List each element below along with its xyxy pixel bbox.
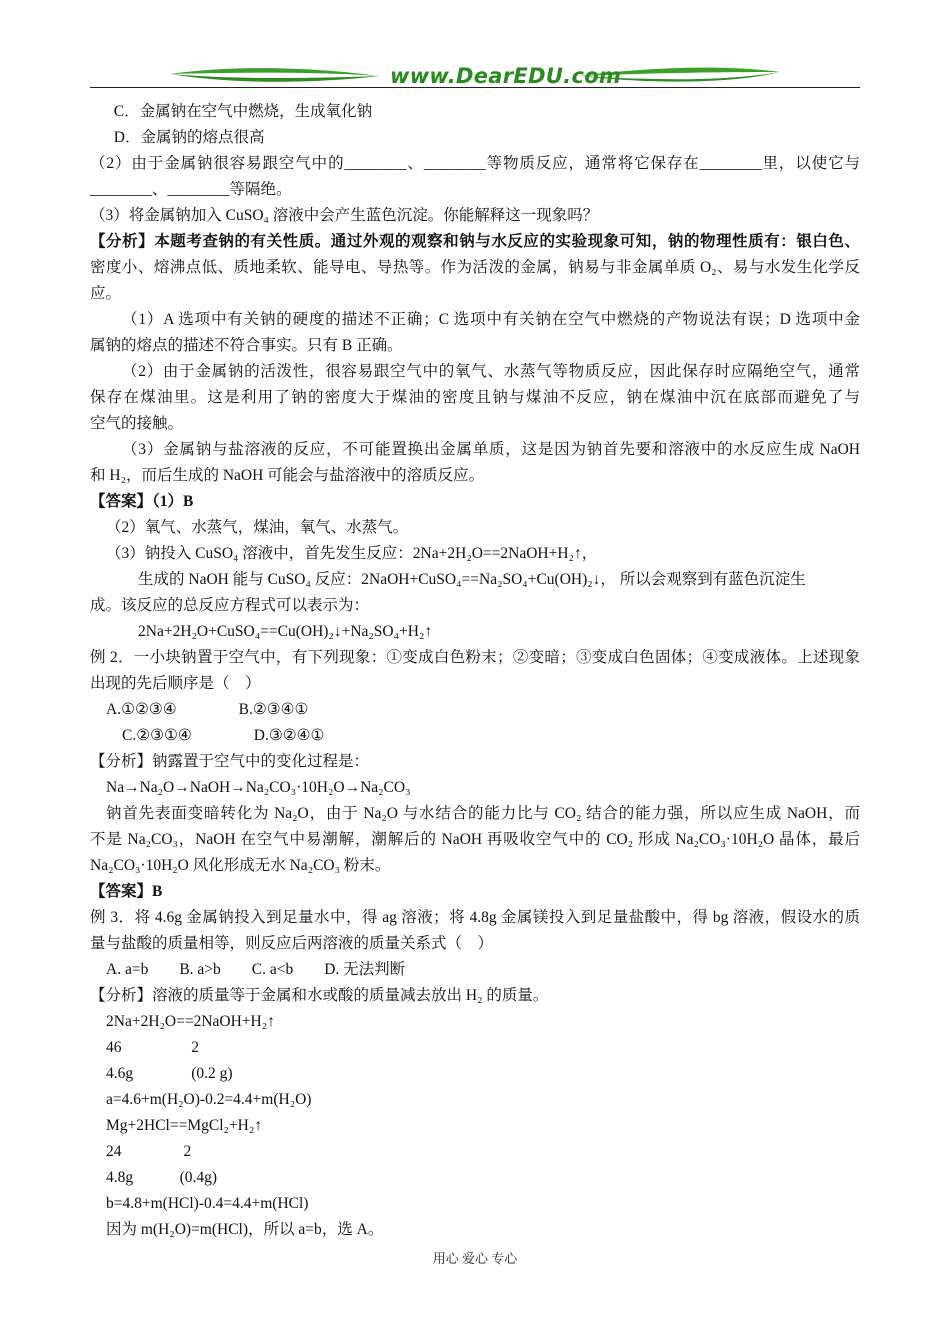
site-logo: www.DearEDU.com xyxy=(390,64,622,88)
document-body xyxy=(90,99,860,1243)
header-rule xyxy=(90,87,860,88)
option-c: C．金属钠在空气中燃烧，生成氧化钠 xyxy=(106,103,373,120)
overall-equation: 2Na+2H₂O+CuSO₄==Cu(OH)₂↓+Na₂SO₄+H₂↑ xyxy=(138,623,433,640)
example-2-line2: 出现的先后顺序是（ ） xyxy=(90,675,261,692)
question-2-line1: （2）由于金属钠很容易跟空气中的________、________等物质反应，通常将它保存在________里，以使它与 xyxy=(90,155,860,172)
analysis-p1-line2: 属钠的熔点的描述不符合事实。只有 B 正确。 xyxy=(90,337,403,354)
example-2-chain: Na→Na₂O→NaOH→Na₂CO₃·10H₂O→Na₂CO₃ xyxy=(106,779,411,796)
example-2-explain-line1: 钠首先表面变暗转化为 Na₂O，由于 Na₂O 与水结合的能力比与 CO₂ 结合的能力强，所以应生成 NaOH，而 xyxy=(106,805,860,822)
example-2-explain-line3: Na₂CO₃·10H₂O 风化形成无水 Na₂CO₃ 粉末。 xyxy=(90,857,391,874)
example-3-options: A. a=b B. a>b C. a<b D. 无法判断 xyxy=(106,961,406,978)
answer-3-line2: 生成的 NaOH 能与 CuSO₄ 反应：2NaOH+CuSO₄==Na₂SO₄+Cu(OH)₂↓， 所以会观察到有蓝色沉淀生 xyxy=(138,571,806,588)
analysis-line2: 密度小、熔沸点低、质地柔软、能导电、导热等。作为活泼的金属，钠易与非金属单质 O₂、易与水发生化学反 xyxy=(90,259,860,276)
mass-a: a=4.6+m(H₂O)-0.2=4.4+m(H₂O) xyxy=(106,1091,312,1108)
analysis-p2-line1: （2）由于金属钠的活泼性，很容易跟空气中的氧气、水蒸气等物质反应，因此保存时应隔绝空气，通常 xyxy=(122,363,860,380)
answer-1: 【答案】（1）B xyxy=(90,493,194,510)
equation-mg: Mg+2HCl==MgCl₂+H₂↑ xyxy=(106,1117,263,1134)
analysis-line3: 应。 xyxy=(90,285,122,302)
question-2-line2: ________、________等隔绝。 xyxy=(90,181,292,198)
analysis-p2-line3: 空气的接触。 xyxy=(90,415,184,432)
example-3-line1: 例 3．将 4.6g 金属钠投入到足量水中，得 ag 溶液；将 4.8g 金属镁投入到足量盐酸中，得 bg 溶液，假设水的质 xyxy=(90,909,860,926)
conclusion: 因为 m(H₂O)=m(HCl)，所以 a=b，选 A。 xyxy=(106,1221,384,1238)
analysis-line1: 【分析】本题考查钠的有关性质。通过外观的观察和钠与水反应的实验现象可知，钠的物理性质有：银白色、 xyxy=(90,233,860,250)
answer-2: （2）氧气、水蒸气，煤油，氧气、水蒸气。 xyxy=(106,519,409,536)
analysis-p2-line2: 保存在煤油里。这是利用了钠的密度大于煤油的密度且钠与煤油不反应，钠在煤油中沉在底部而避免了与 xyxy=(90,389,860,406)
example-2-explain-line2: 不是 Na₂CO₃，NaOH 在空气中易潮解，潮解后的 NaOH 再吸收空气中的 CO₂ 形成 Na₂CO₃·10H₂O 晶体，最后 xyxy=(90,831,860,848)
equation-na: 2Na+2H₂O==2NaOH+H₂↑ xyxy=(106,1013,275,1030)
example-2-answer: 【答案】B xyxy=(90,883,163,900)
answer-3-line1: （3）钠投入 CuSO₄ 溶液中，首先发生反应：2Na+2H₂O==2NaOH+H₂↑， xyxy=(106,545,598,562)
example-2-line1: 例 2．一小块钠置于空气中，有下列现象：①变成白色粉末；②变暗；③变成白色固体；④变成液体。上述现象 xyxy=(90,649,860,666)
analysis-p3-line1: （3）金属钠与盐溶液的反应，不可能置换出金属单质，这是因为钠首先要和溶液中的水反应生成 NaOH xyxy=(122,441,860,458)
analysis-p1-line1: （1）A 选项中有关钠的硬度的描述不正确；C 选项中有关钠在空气中燃烧的产物说法有误；D 选项中金 xyxy=(122,311,860,328)
ratio-na-1: 46 2 xyxy=(106,1039,199,1056)
example-3-line2: 量与盐酸的质量相等，则反应后两溶液的质量关系式（ ） xyxy=(90,935,494,952)
example-2-options-cd: C.②③①④ D.③②④① xyxy=(122,727,325,744)
ratio-mg-1: 24 2 xyxy=(106,1143,192,1160)
example-3-analysis: 【分析】溶液的质量等于金属和水或酸的质量减去放出 H₂ 的质量。 xyxy=(90,987,549,1004)
example-2-analysis-title: 【分析】钠露置于空气中的变化过程是： xyxy=(90,753,370,770)
analysis-p3-line2: 和 H₂，而后生成的 NaOH 可能会与盐溶液中的溶质反应。 xyxy=(90,467,485,484)
ratio-mg-2: 4.8g (0.4g) xyxy=(106,1169,218,1186)
answer-3-line3: 成。该反应的总反应方程式可以表示为： xyxy=(90,597,370,614)
ratio-na-2: 4.6g (0.2 g) xyxy=(106,1065,233,1082)
mass-b: b=4.8+m(HCl)-0.4=4.4+m(HCl) xyxy=(106,1195,309,1212)
page-footer: 用心 爱心 专心 xyxy=(432,1251,518,1266)
question-3: （3）将金属钠加入 CuSO₄ 溶液中会产生蓝色沉淀。你能解释这一现象吗？ xyxy=(90,207,599,224)
example-2-options-ab: A.①②③④ B.②③④① xyxy=(106,701,309,718)
option-d: D．金属钠的熔点很高 xyxy=(106,129,265,146)
